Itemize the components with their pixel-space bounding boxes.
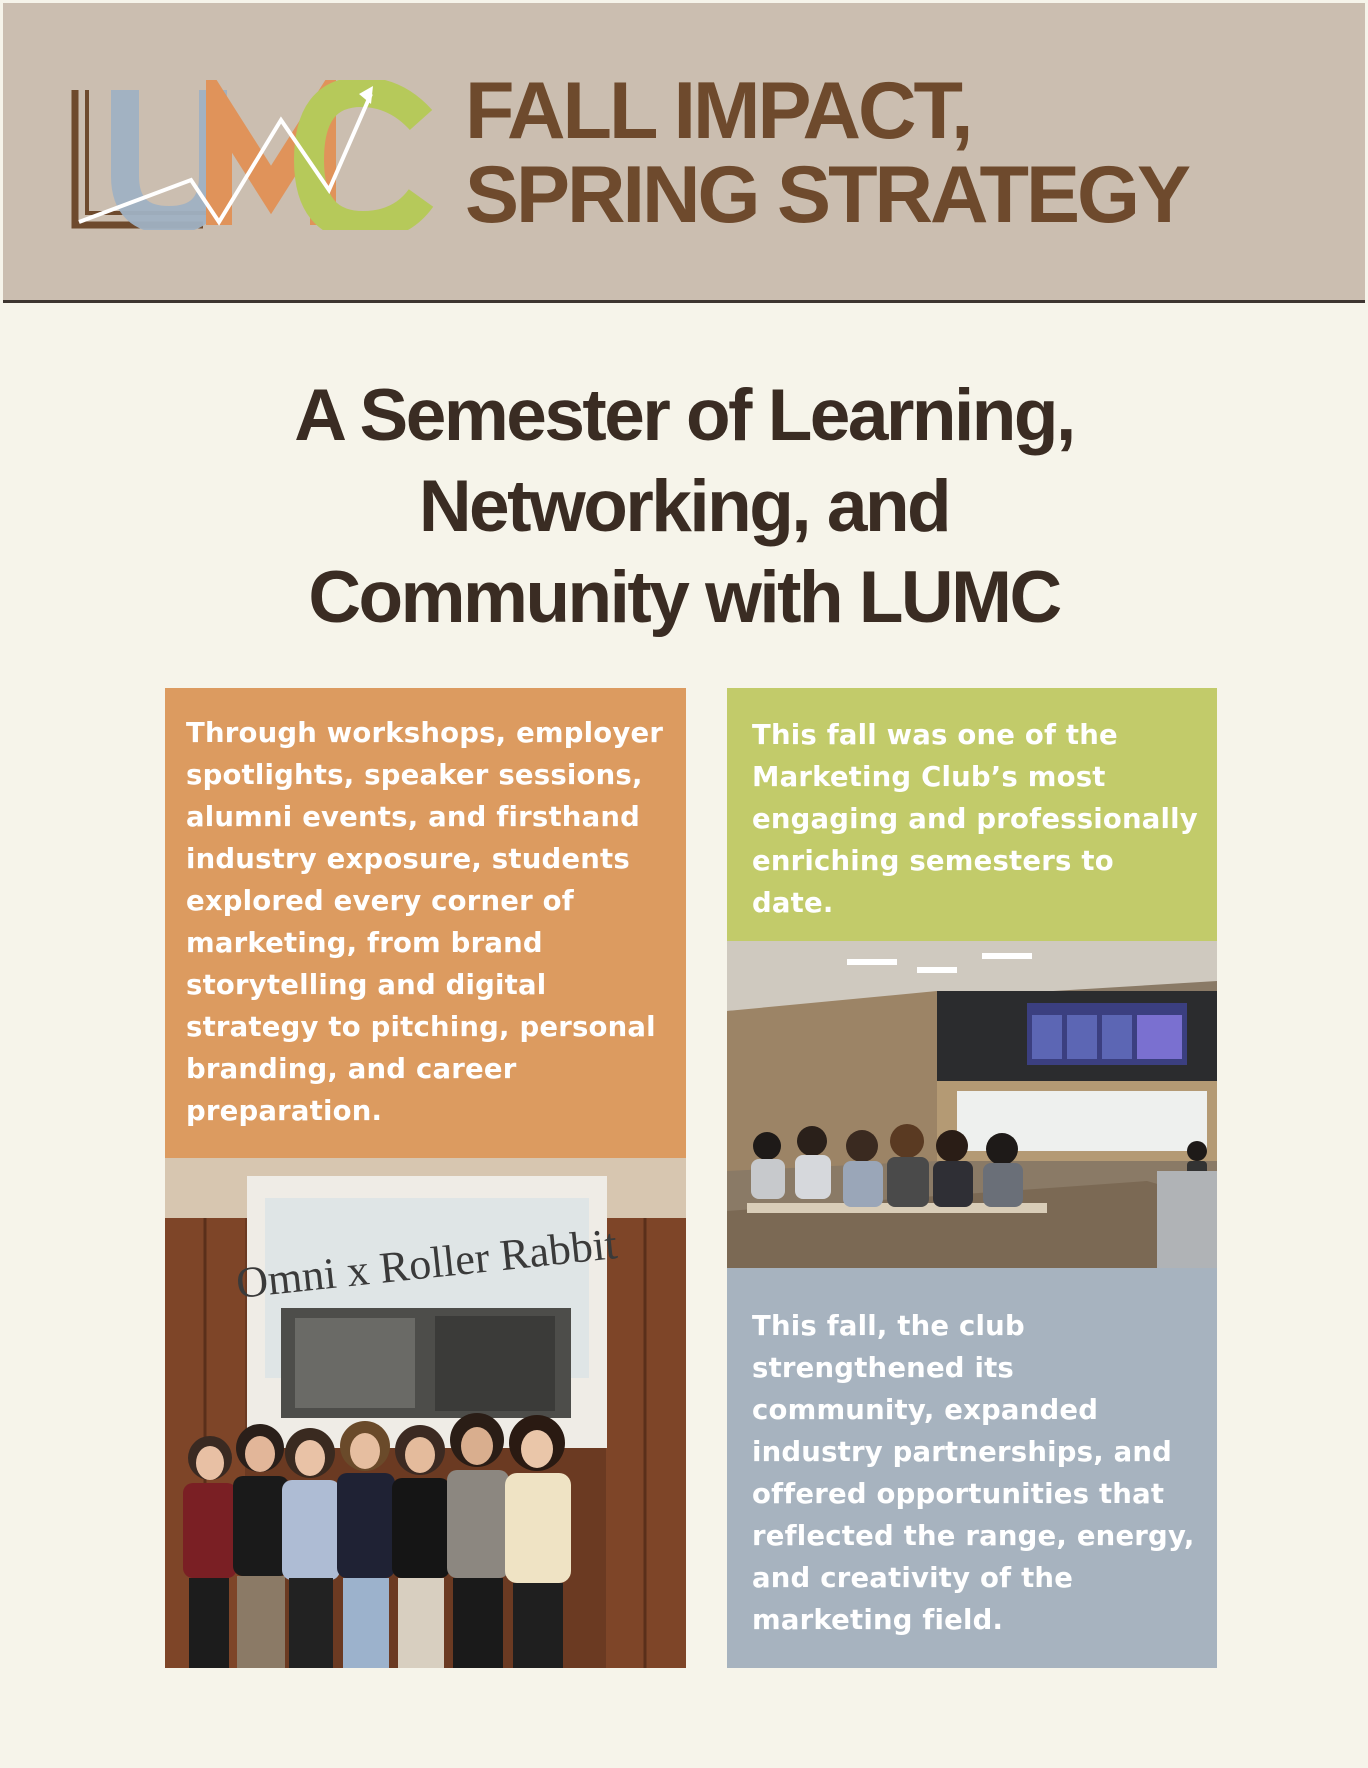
header-title (465, 66, 1189, 240)
screen-title: Omni x Roller Rabbit (233, 1219, 620, 1308)
orange-panel-text: Through workshops, employer spotlights, speaker sessions, alumni events, and firsthand industry exposure, students explored every corner of marketing, from brand storytelling and digital strategy to pitching, personal branding, and career preparation. (186, 717, 664, 1127)
main-heading-line1: A Semester of Learning, (294, 375, 1074, 456)
orange-text-panel (165, 688, 686, 1158)
event-photo-right (727, 941, 1217, 1268)
classroom-photo-illustration (727, 941, 1217, 1268)
green-text-panel (727, 688, 1217, 941)
header-title-line2: SPRING STRATEGY (465, 150, 1189, 240)
header-title-line1: FALL IMPACT, (465, 66, 971, 156)
main-heading-line2: Networking, and (418, 466, 950, 547)
main-heading-line3: Community with LUMC (308, 557, 1060, 638)
green-panel-text: This fall was one of the Marketing Club’s most engaging and professionally enriching semesters to date. (752, 719, 1198, 919)
blue-text-panel (727, 1268, 1217, 1668)
event-photo-left (165, 1158, 686, 1668)
blue-panel-text: This fall, the club strengthened its community, expanded industry partnerships, and offered opportunities that reflected the range, energy, and creativity of the marketing field. (752, 1310, 1195, 1636)
main-heading (0, 370, 1368, 643)
lumc-logo (71, 80, 435, 230)
group-photo-illustration (165, 1158, 686, 1668)
header-banner (3, 3, 1365, 303)
